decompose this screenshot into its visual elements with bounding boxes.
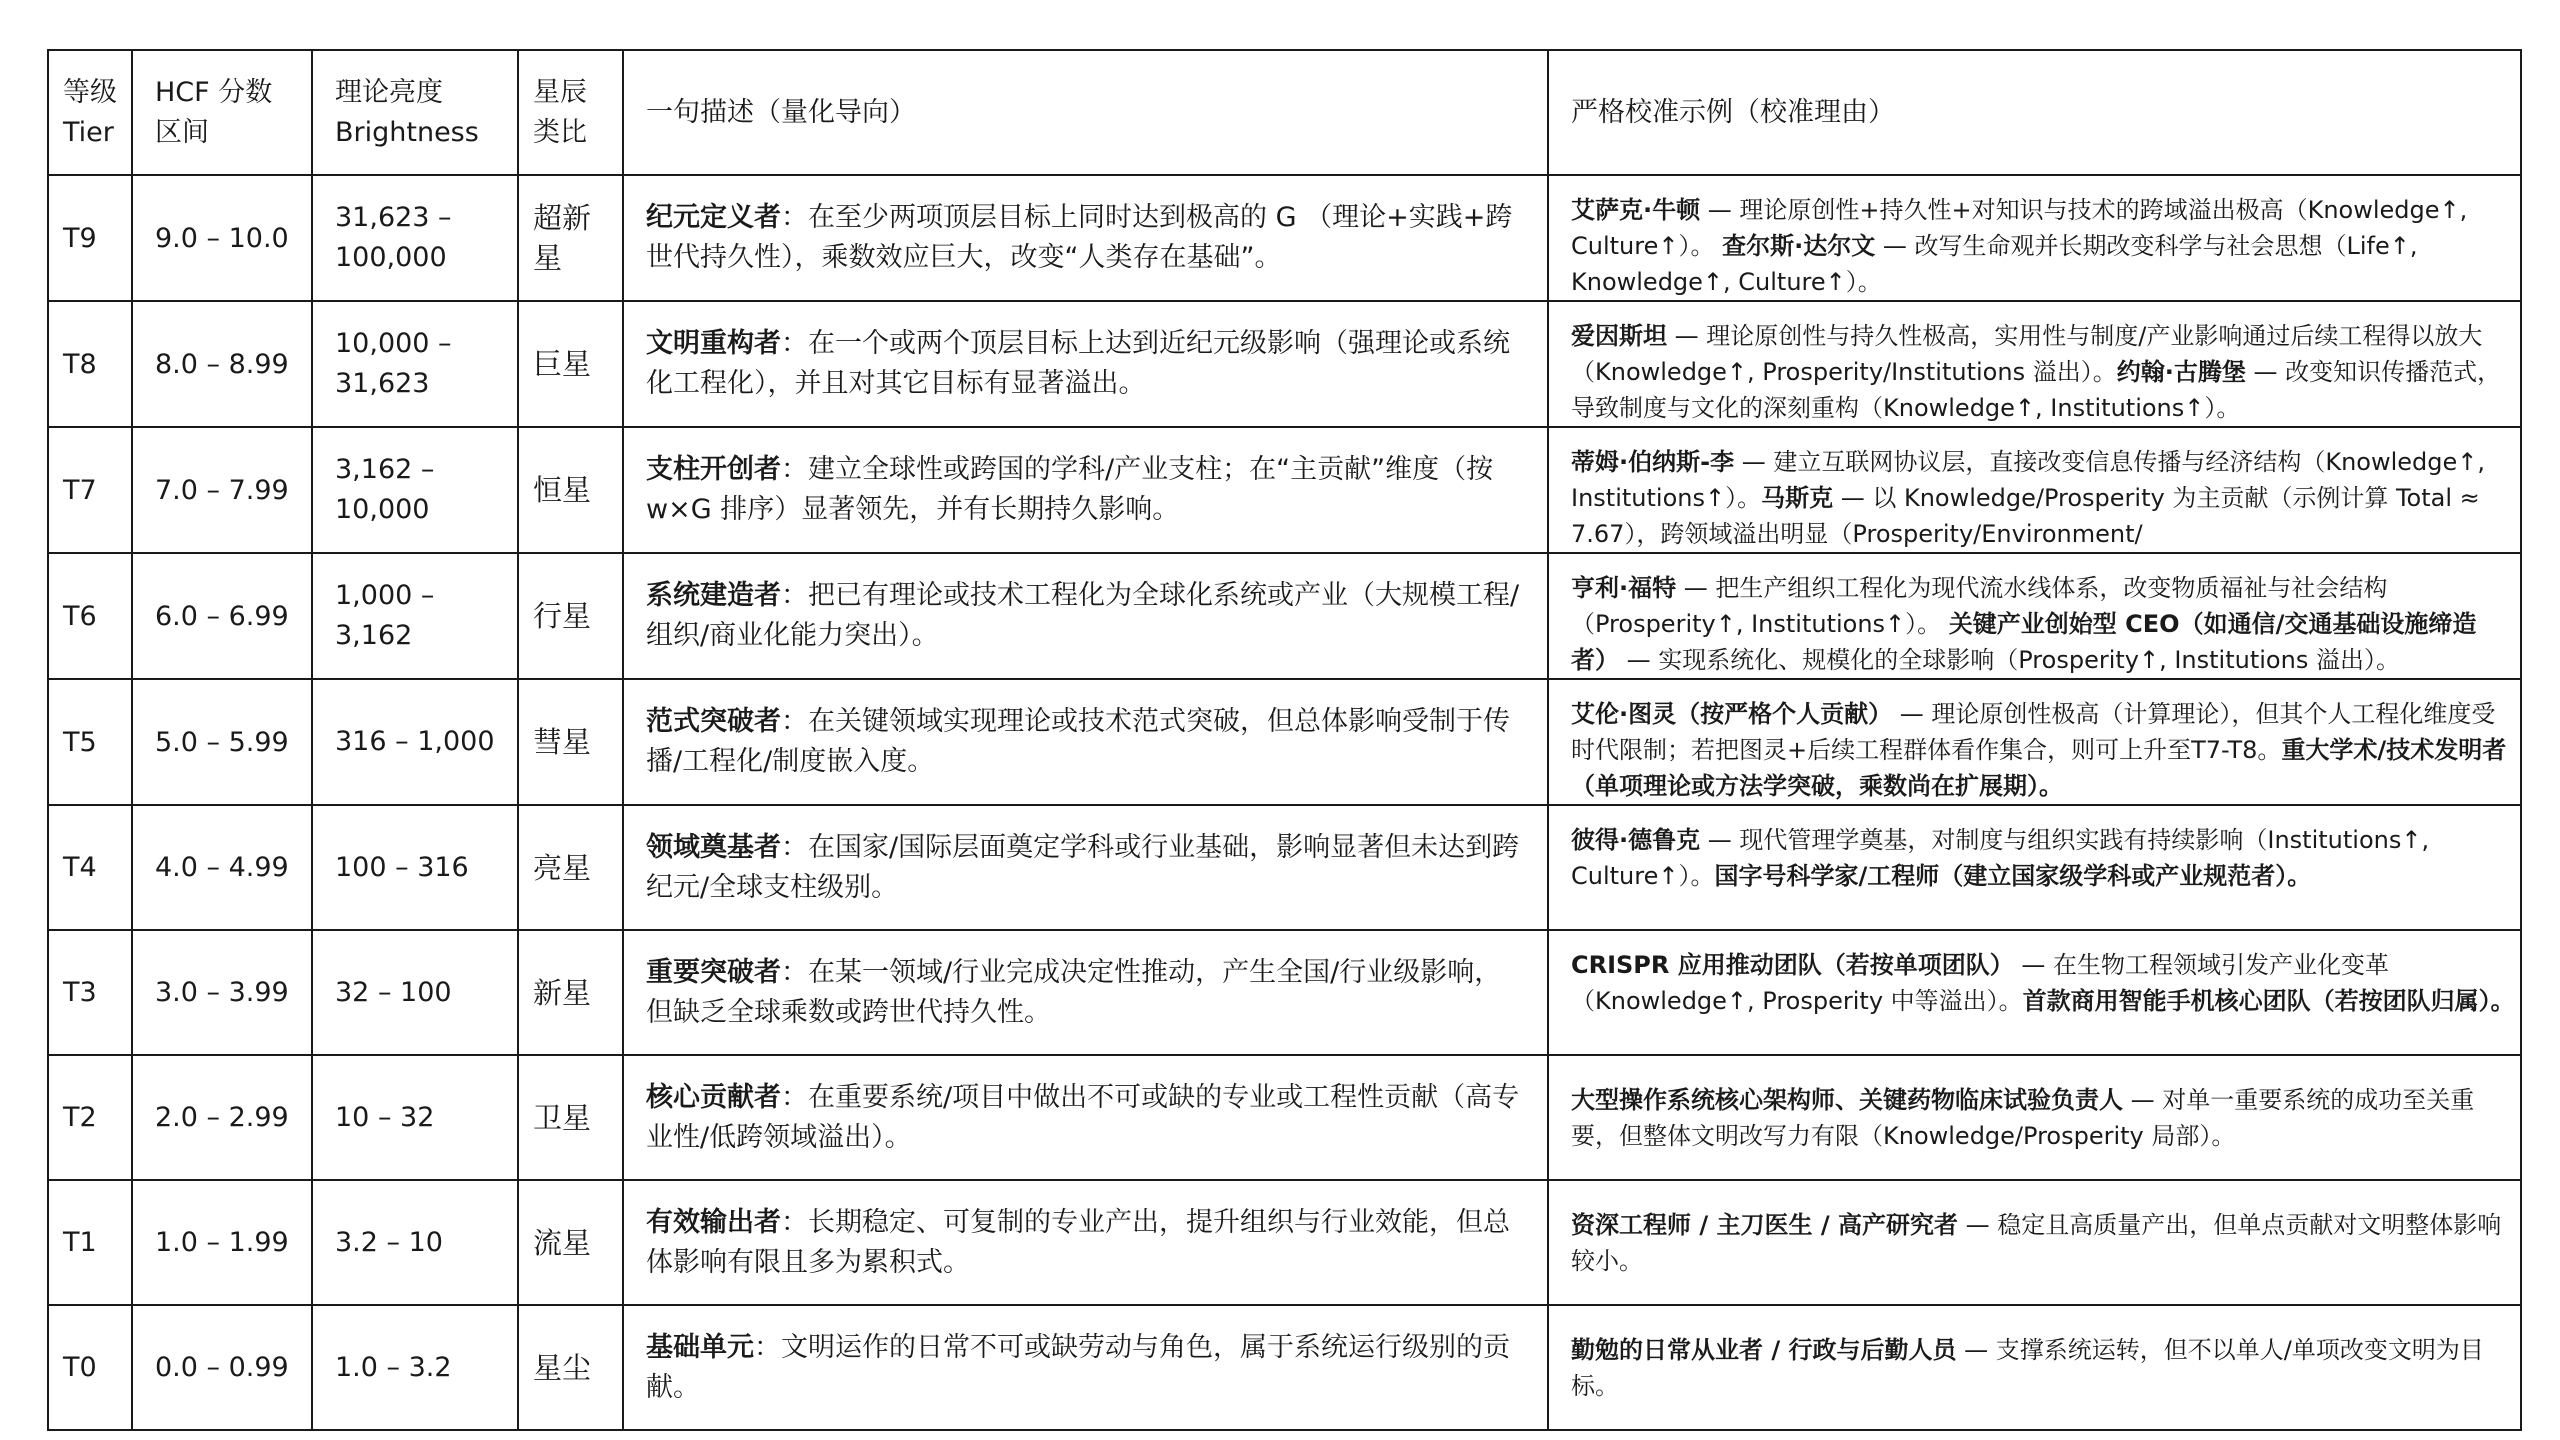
star-analogy-cell: 行星 (518, 553, 623, 679)
examples-content (1571, 696, 2516, 804)
tier-cell: T9 (48, 175, 132, 301)
brightness-cell: 10,000 – 31,623 (312, 301, 518, 427)
table-row (48, 301, 2521, 427)
examples-cell (1548, 427, 2521, 553)
tier-cell: T1 (48, 1180, 132, 1305)
description-title: 范式突破者 (646, 706, 781, 737)
description-text: ：在关键领域实现理论或技术范式突破，但总体影响受制于传播/工程化/制度嵌入度。 (646, 706, 1510, 777)
examples-content (1571, 1207, 2516, 1279)
table-row (48, 930, 2521, 1055)
example-reason: — 改变知识传播范式，导致制度与文化的深刻重构（Knowledge↑, Institutions↑）。 (1571, 358, 2502, 422)
example-reason: — 支撑系统运转，但不以单人/单项改变文明为目标。 (1571, 1335, 2484, 1400)
hcf-range-cell: 3.0 – 3.99 (132, 930, 312, 1055)
description-title: 基础单元 (646, 1331, 754, 1363)
brightness-cell: 3.2 – 10 (312, 1180, 518, 1305)
star-analogy-cell: 流星 (518, 1180, 623, 1305)
table-header-row (48, 50, 2521, 175)
description-text: ：在一个或两个顶层目标上达到近纪元级影响（强理论或系统化工程化），并且对其它目标有显著溢出。 (646, 328, 1510, 399)
table-row (48, 553, 2521, 679)
brightness-cell: 31,623 – 100,000 (312, 175, 518, 301)
examples-cell (1548, 679, 2521, 805)
description-text: ：把已有理论或技术工程化为全球化系统或产业（大规模工程/组织/商业化能力突出）。 (646, 580, 1520, 651)
description-cell (623, 553, 1548, 679)
examples-cell (1548, 553, 2521, 679)
example-reason: — 建立互联网协议层，直接改变信息传播与经济结构（Knowledge↑, Institutions↑）。 (1571, 448, 2486, 512)
description-text: ：建立全球性或跨国的学科/产业支柱；在“主贡献”维度（按 w×G 排序）显著领先，并有长期持久影响。 (646, 454, 1494, 525)
example-name: 爱因斯坦 (1571, 322, 1667, 350)
header-tier: 等级 Tier (48, 50, 132, 175)
examples-content (1571, 1082, 2516, 1154)
description-cell (623, 1055, 1548, 1180)
example-reason: — 稳定且高质量产出，但单点贡献对文明整体影响较小。 (1571, 1210, 2502, 1275)
example-name: 大型操作系统核心架构师、关键药物临床试验负责人 (1571, 1085, 2123, 1114)
brightness-cell: 10 – 32 (312, 1055, 518, 1180)
examples-content (1571, 822, 2516, 894)
description-title: 纪元定义者 (646, 202, 781, 233)
star-analogy-cell: 超新 星 (518, 175, 623, 301)
example-name: 首款商用智能手机核心团队（若按团队归属）。 (2022, 987, 2515, 1015)
hcf-range-cell: 1.0 – 1.99 (132, 1180, 312, 1305)
description-text: ：长期稳定、可复制的专业产出，提升组织与行业效能，但总体影响有限且多为累积式。 (646, 1206, 1510, 1278)
brightness-cell: 1,000 – 3,162 (312, 553, 518, 679)
tier-cell: T2 (48, 1055, 132, 1180)
example-reason: — 对单一重要系统的成功至关重要，但整体文明改写力有限（Knowledge/Prosperity 局部）。 (1571, 1085, 2475, 1150)
example-reason: — 理论原创性+持久性+对知识与技术的跨域溢出极高（Knowledge↑, Culture↑）。 (1571, 196, 2468, 260)
examples-cell (1548, 805, 2521, 930)
brightness-cell: 1.0 – 3.2 (312, 1305, 518, 1430)
example-name: 彼得·德鲁克 (1571, 826, 1701, 854)
star-analogy-cell: 新星 (518, 930, 623, 1055)
example-name: 亨利·福特 (1571, 574, 1677, 602)
header-hcf-range: HCF 分数 区间 (132, 50, 312, 175)
example-reason: — 现代管理学奠基，对制度与组织实践有持续影响（Institutions↑, Culture↑）。 (1571, 826, 2430, 890)
description-cell (623, 805, 1548, 930)
example-name: 资深工程师 / 主刀医生 / 高产研究者 (1571, 1210, 1958, 1239)
star-analogy-cell: 亮星 (518, 805, 623, 930)
tier-cell: T7 (48, 427, 132, 553)
description-cell (623, 301, 1548, 427)
examples-cell (1548, 1055, 2521, 1180)
example-name: 马斯克 (1761, 484, 1834, 512)
table-row (48, 1305, 2521, 1430)
example-name: 蒂姆·伯纳斯-李 (1571, 448, 1735, 476)
example-reason: — 理论原创性极高（计算理论），但其个人工程化维度受时代限制；若把图灵+后续工程群体看作集合，则可上升至T7-T8。 (1571, 700, 2496, 764)
header-brightness: 理论亮度 Brightness (312, 50, 518, 175)
examples-cell (1548, 301, 2521, 427)
examples-content (1571, 1332, 2516, 1404)
example-name: 重大学术/技术发明者（单项理论或方法学突破，乘数尚在扩展期）。 (1571, 736, 2507, 800)
tier-cell: T0 (48, 1305, 132, 1430)
examples-cell (1548, 1180, 2521, 1305)
tier-cell: T8 (48, 301, 132, 427)
tier-cell: T4 (48, 805, 132, 930)
tier-cell: T6 (48, 553, 132, 679)
description-title: 支柱开创者 (646, 454, 781, 485)
brightness-cell: 3,162 – 10,000 (312, 427, 518, 553)
example-name: 艾伦·图灵（按严格个人贡献） (1571, 700, 1893, 728)
examples-content (1571, 192, 2516, 300)
example-name: 国字号科学家/工程师（建立国家级学科或产业规范者）。 (1714, 862, 2312, 890)
examples-content (1571, 947, 2516, 1019)
description-text: ：在重要系统/项目中做出不可或缺的专业或工程性贡献（高专业性/低跨领域溢出）。 (646, 1081, 1520, 1153)
table-row (48, 1180, 2521, 1305)
brightness-cell: 100 – 316 (312, 805, 518, 930)
hcf-range-cell: 7.0 – 7.99 (132, 427, 312, 553)
description-cell (623, 427, 1548, 553)
description-cell (623, 679, 1548, 805)
brightness-cell: 32 – 100 (312, 930, 518, 1055)
table-row (48, 1055, 2521, 1180)
description-cell (623, 175, 1548, 301)
star-analogy-cell: 巨星 (518, 301, 623, 427)
example-name: 约翰·古腾堡 (2116, 358, 2246, 386)
example-name: 勤勉的日常从业者 / 行政与后勤人员 (1571, 1335, 1957, 1364)
star-analogy-cell: 卫星 (518, 1055, 623, 1180)
hcf-range-cell: 9.0 – 10.0 (132, 175, 312, 301)
examples-content (1571, 570, 2516, 678)
example-name: 查尔斯·达尔文 (1722, 232, 1876, 260)
table-row (48, 679, 2521, 805)
tier-cell: T5 (48, 679, 132, 805)
description-title: 重要突破者 (646, 956, 781, 988)
header-examples: 严格校准示例（校准理由） (1548, 50, 2521, 175)
examples-cell (1548, 175, 2521, 301)
examples-cell (1548, 930, 2521, 1055)
example-reason: — 以 Knowledge/Prosperity 为主贡献（示例计算 Total ≈ 7.67），跨领域溢出明显（Prosperity/Environment/ (1571, 484, 2480, 548)
examples-cell (1548, 1305, 2521, 1430)
example-name: CRISPR 应用推动团队（若按单项团队） (1571, 951, 2014, 979)
hcf-range-cell: 8.0 – 8.99 (132, 301, 312, 427)
example-reason: — 实现系统化、规模化的全球影响（Prosperity↑, Institutions 溢出）。 (1619, 646, 2400, 674)
hcf-range-cell: 4.0 – 4.99 (132, 805, 312, 930)
brightness-cell: 316 – 1,000 (312, 679, 518, 805)
description-text: ：文明运作的日常不可或缺劳动与角色，属于系统运行级别的贡献。 (646, 1331, 1510, 1403)
description-text: ：在国家/国际层面奠定学科或行业基础，影响显著但未达到跨纪元/全球支柱级别。 (646, 831, 1520, 903)
hcf-range-cell: 6.0 – 6.99 (132, 553, 312, 679)
description-title: 领域奠基者 (646, 831, 781, 863)
description-text: ：在某一领域/行业完成决定性推动，产生全国/行业级影响，但缺乏全球乘数或跨世代持久性。 (646, 956, 1502, 1028)
example-name: 艾萨克·牛顿 (1571, 196, 1701, 224)
description-cell (623, 1180, 1548, 1305)
header-description: 一句描述（量化导向） (623, 50, 1548, 175)
description-text: ：在至少两项顶层目标上同时达到极高的 G （理论+实践+跨世代持久性），乘数效应巨大，改变“人类存在基础”。 (646, 202, 1513, 273)
table-body (48, 175, 2521, 1430)
star-analogy-cell: 星尘 (518, 1305, 623, 1430)
tier-table-page (47, 49, 2520, 1431)
description-cell (623, 1305, 1548, 1430)
tier-cell: T3 (48, 930, 132, 1055)
example-reason: — 理论原创性与持久性极高，实用性与制度/产业影响通过后续工程得以放大（Knowledge↑, Prosperity/Institutions 溢出）。 (1571, 322, 2483, 386)
tier-table (47, 49, 2522, 1431)
examples-content (1571, 318, 2516, 426)
description-cell (623, 930, 1548, 1055)
table-row (48, 427, 2521, 553)
table-row (48, 175, 2521, 301)
example-name: 关键产业创始型 CEO（如通信/交通基础设施缔造者） (1571, 610, 2477, 674)
hcf-range-cell: 0.0 – 0.99 (132, 1305, 312, 1430)
star-analogy-cell: 彗星 (518, 679, 623, 805)
description-title: 核心贡献者 (646, 1081, 781, 1113)
example-reason: — 改写生命观并长期改变科学与社会思想（Life↑, Knowledge↑, Culture↑）。 (1571, 232, 2418, 296)
header-star-analogy: 星辰 类比 (518, 50, 623, 175)
hcf-range-cell: 5.0 – 5.99 (132, 679, 312, 805)
description-title: 系统建造者 (646, 580, 781, 611)
table-row (48, 805, 2521, 930)
hcf-range-cell: 2.0 – 2.99 (132, 1055, 312, 1180)
example-reason: — 在生物工程领域引发产业化变革（Knowledge↑, Prosperity 中等溢出）。 (1571, 951, 2389, 1015)
description-title: 文明重构者 (646, 328, 781, 359)
star-analogy-cell: 恒星 (518, 427, 623, 553)
description-title: 有效输出者 (646, 1206, 781, 1238)
example-reason: — 把生产组织工程化为现代流水线体系，改变物质福祉与社会结构（Prosperity↑, Institutions↑）。 (1571, 574, 2388, 638)
examples-content (1571, 444, 2516, 552)
